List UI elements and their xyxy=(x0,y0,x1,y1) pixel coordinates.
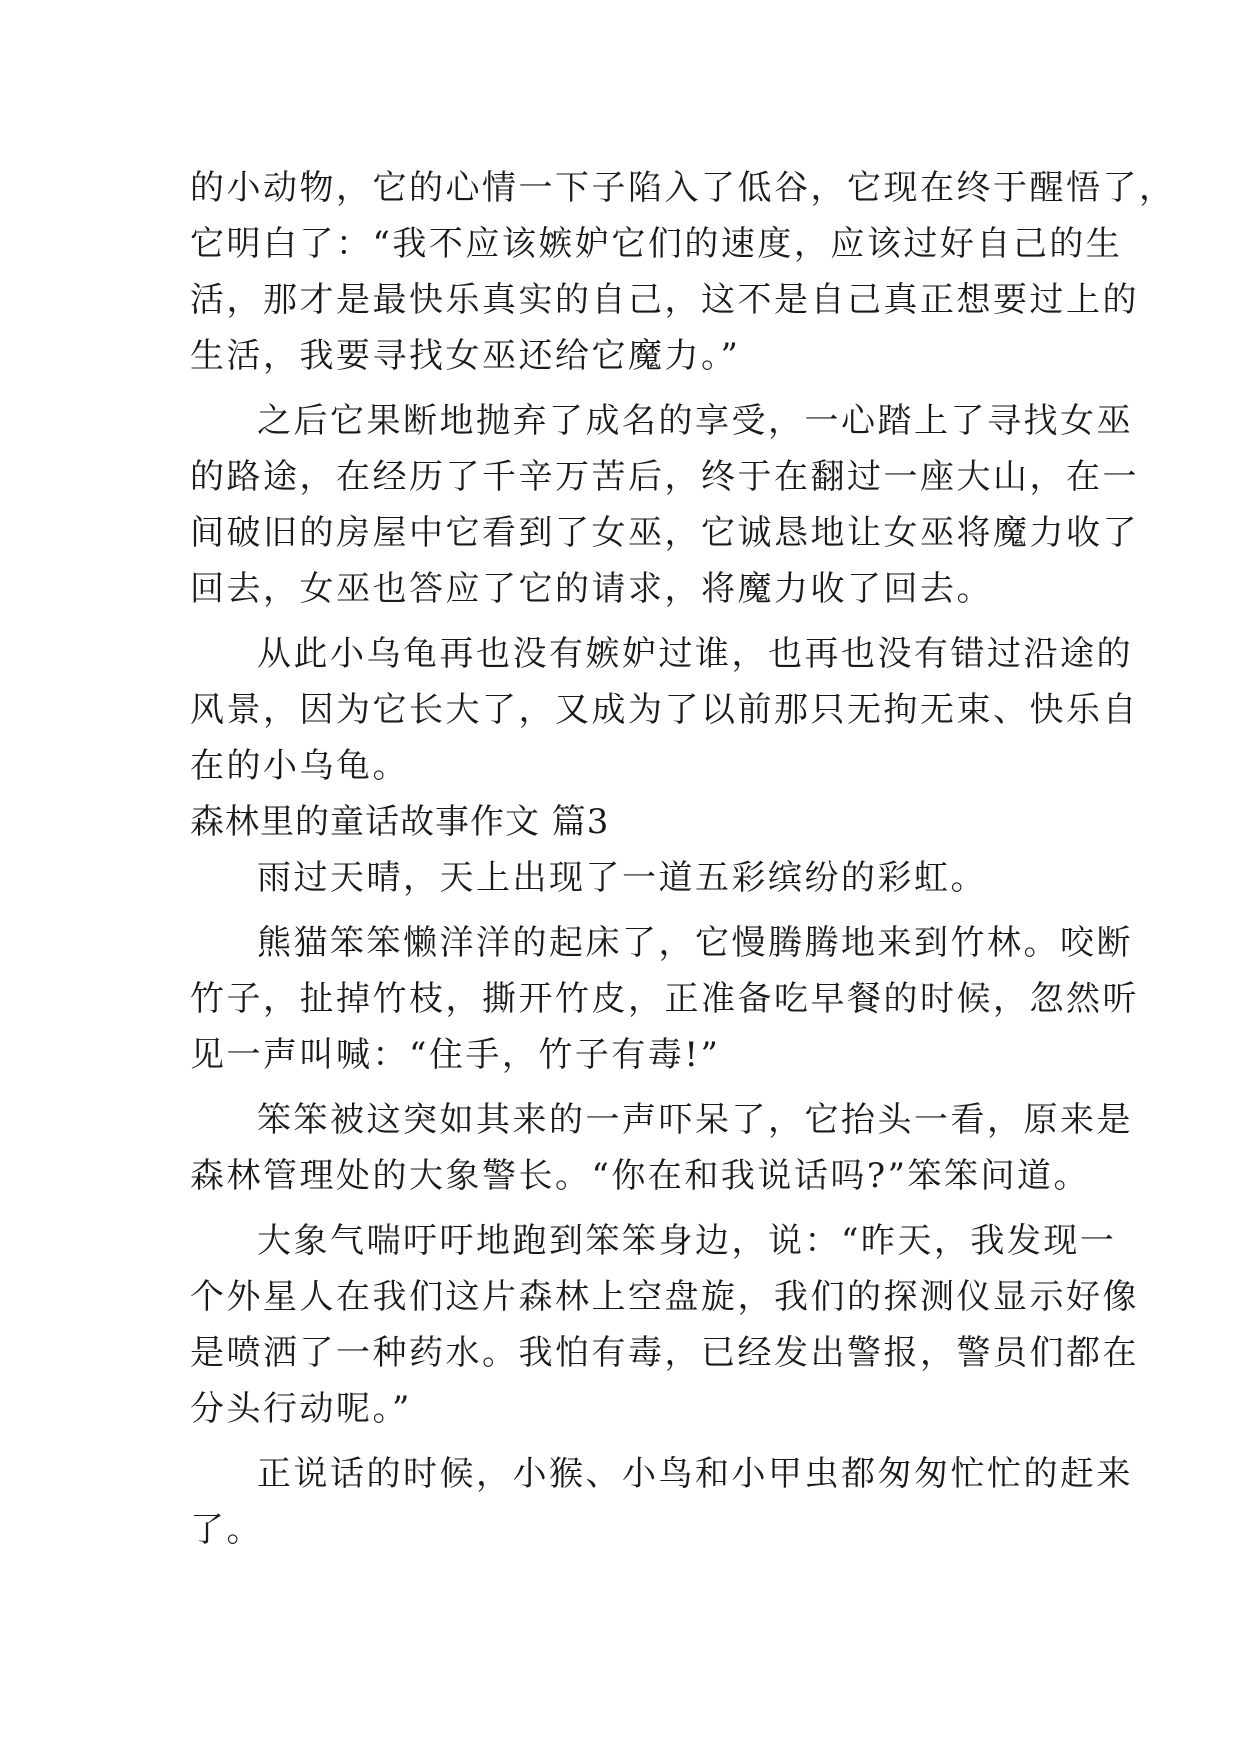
text-line: 森林管理处的大象警长。“你在和我说话吗?”笨笨问道。 xyxy=(190,1156,1090,1196)
paragraph-first-line: 正说话的时候，小猴、小鸟和小甲虫都匆匆忙忙的赶来 xyxy=(257,1454,1133,1494)
paragraph-first-line: 熊猫笨笨懒洋洋的起床了，它慢腾腾地来到竹林。咬断 xyxy=(257,923,1133,963)
text-line: 生活，我要寻找女巫还给它魔力。” xyxy=(190,336,741,376)
text-line: 的路途，在经历了千辛万苦后，终于在翻过一座大山，在一 xyxy=(190,457,1139,497)
text-line: 回去，女巫也答应了它的请求，将魔力收了回去。 xyxy=(190,569,993,609)
paragraph-first-line: 雨过天晴，天上出现了一道五彩缤纷的彩虹。 xyxy=(257,858,987,898)
text-line: 了。 xyxy=(190,1510,263,1550)
section-heading: 森林里的童话故事作文 篇3 xyxy=(190,802,610,842)
text-line: 竹子，扯掉竹枝，撕开竹皮，正准备吃早餐的时候，忽然听 xyxy=(190,979,1139,1019)
text-line: 见一声叫喊：“住手，竹子有毒!” xyxy=(190,1035,721,1075)
paragraph-first-line: 之后它果断地抛弃了成名的享受，一心踏上了寻找女巫 xyxy=(257,401,1133,441)
paragraph-first-line: 大象气喘吁吁地跑到笨笨身边，说：“昨天，我发现一 xyxy=(257,1221,1117,1261)
text-line: 是喷洒了一种药水。我怕有毒，已经发出警报，警员们都在 xyxy=(190,1333,1139,1373)
text-line: 风景，因为它长大了，又成为了以前那只无拘无束、快乐自 xyxy=(190,690,1139,730)
text-line: 分头行动呢。” xyxy=(190,1389,412,1429)
paragraph-first-line: 笨笨被这突如其来的一声吓呆了，它抬头一看，原来是 xyxy=(257,1100,1133,1140)
text-line: 活，那才是最快乐真实的自己，这不是自己真正想要过上的 xyxy=(190,280,1139,320)
text-line: 间破旧的房屋中它看到了女巫，它诚恳地让女巫将魔力收了 xyxy=(190,513,1139,553)
text-line: 它明白了：“我不应该嫉妒它们的速度，应该过好自己的生 xyxy=(190,224,1123,264)
paragraph-first-line: 从此小乌龟再也没有嫉妒过谁，也再也没有错过沿途的 xyxy=(257,634,1133,674)
text-line: 在的小乌龟。 xyxy=(190,746,409,786)
text-line: 的小动物，它的心情一下子陷入了低谷，它现在终于醒悟了， xyxy=(190,168,1176,208)
text-line: 个外星人在我们这片森林上空盘旋，我们的探测仪显示好像 xyxy=(190,1277,1139,1317)
